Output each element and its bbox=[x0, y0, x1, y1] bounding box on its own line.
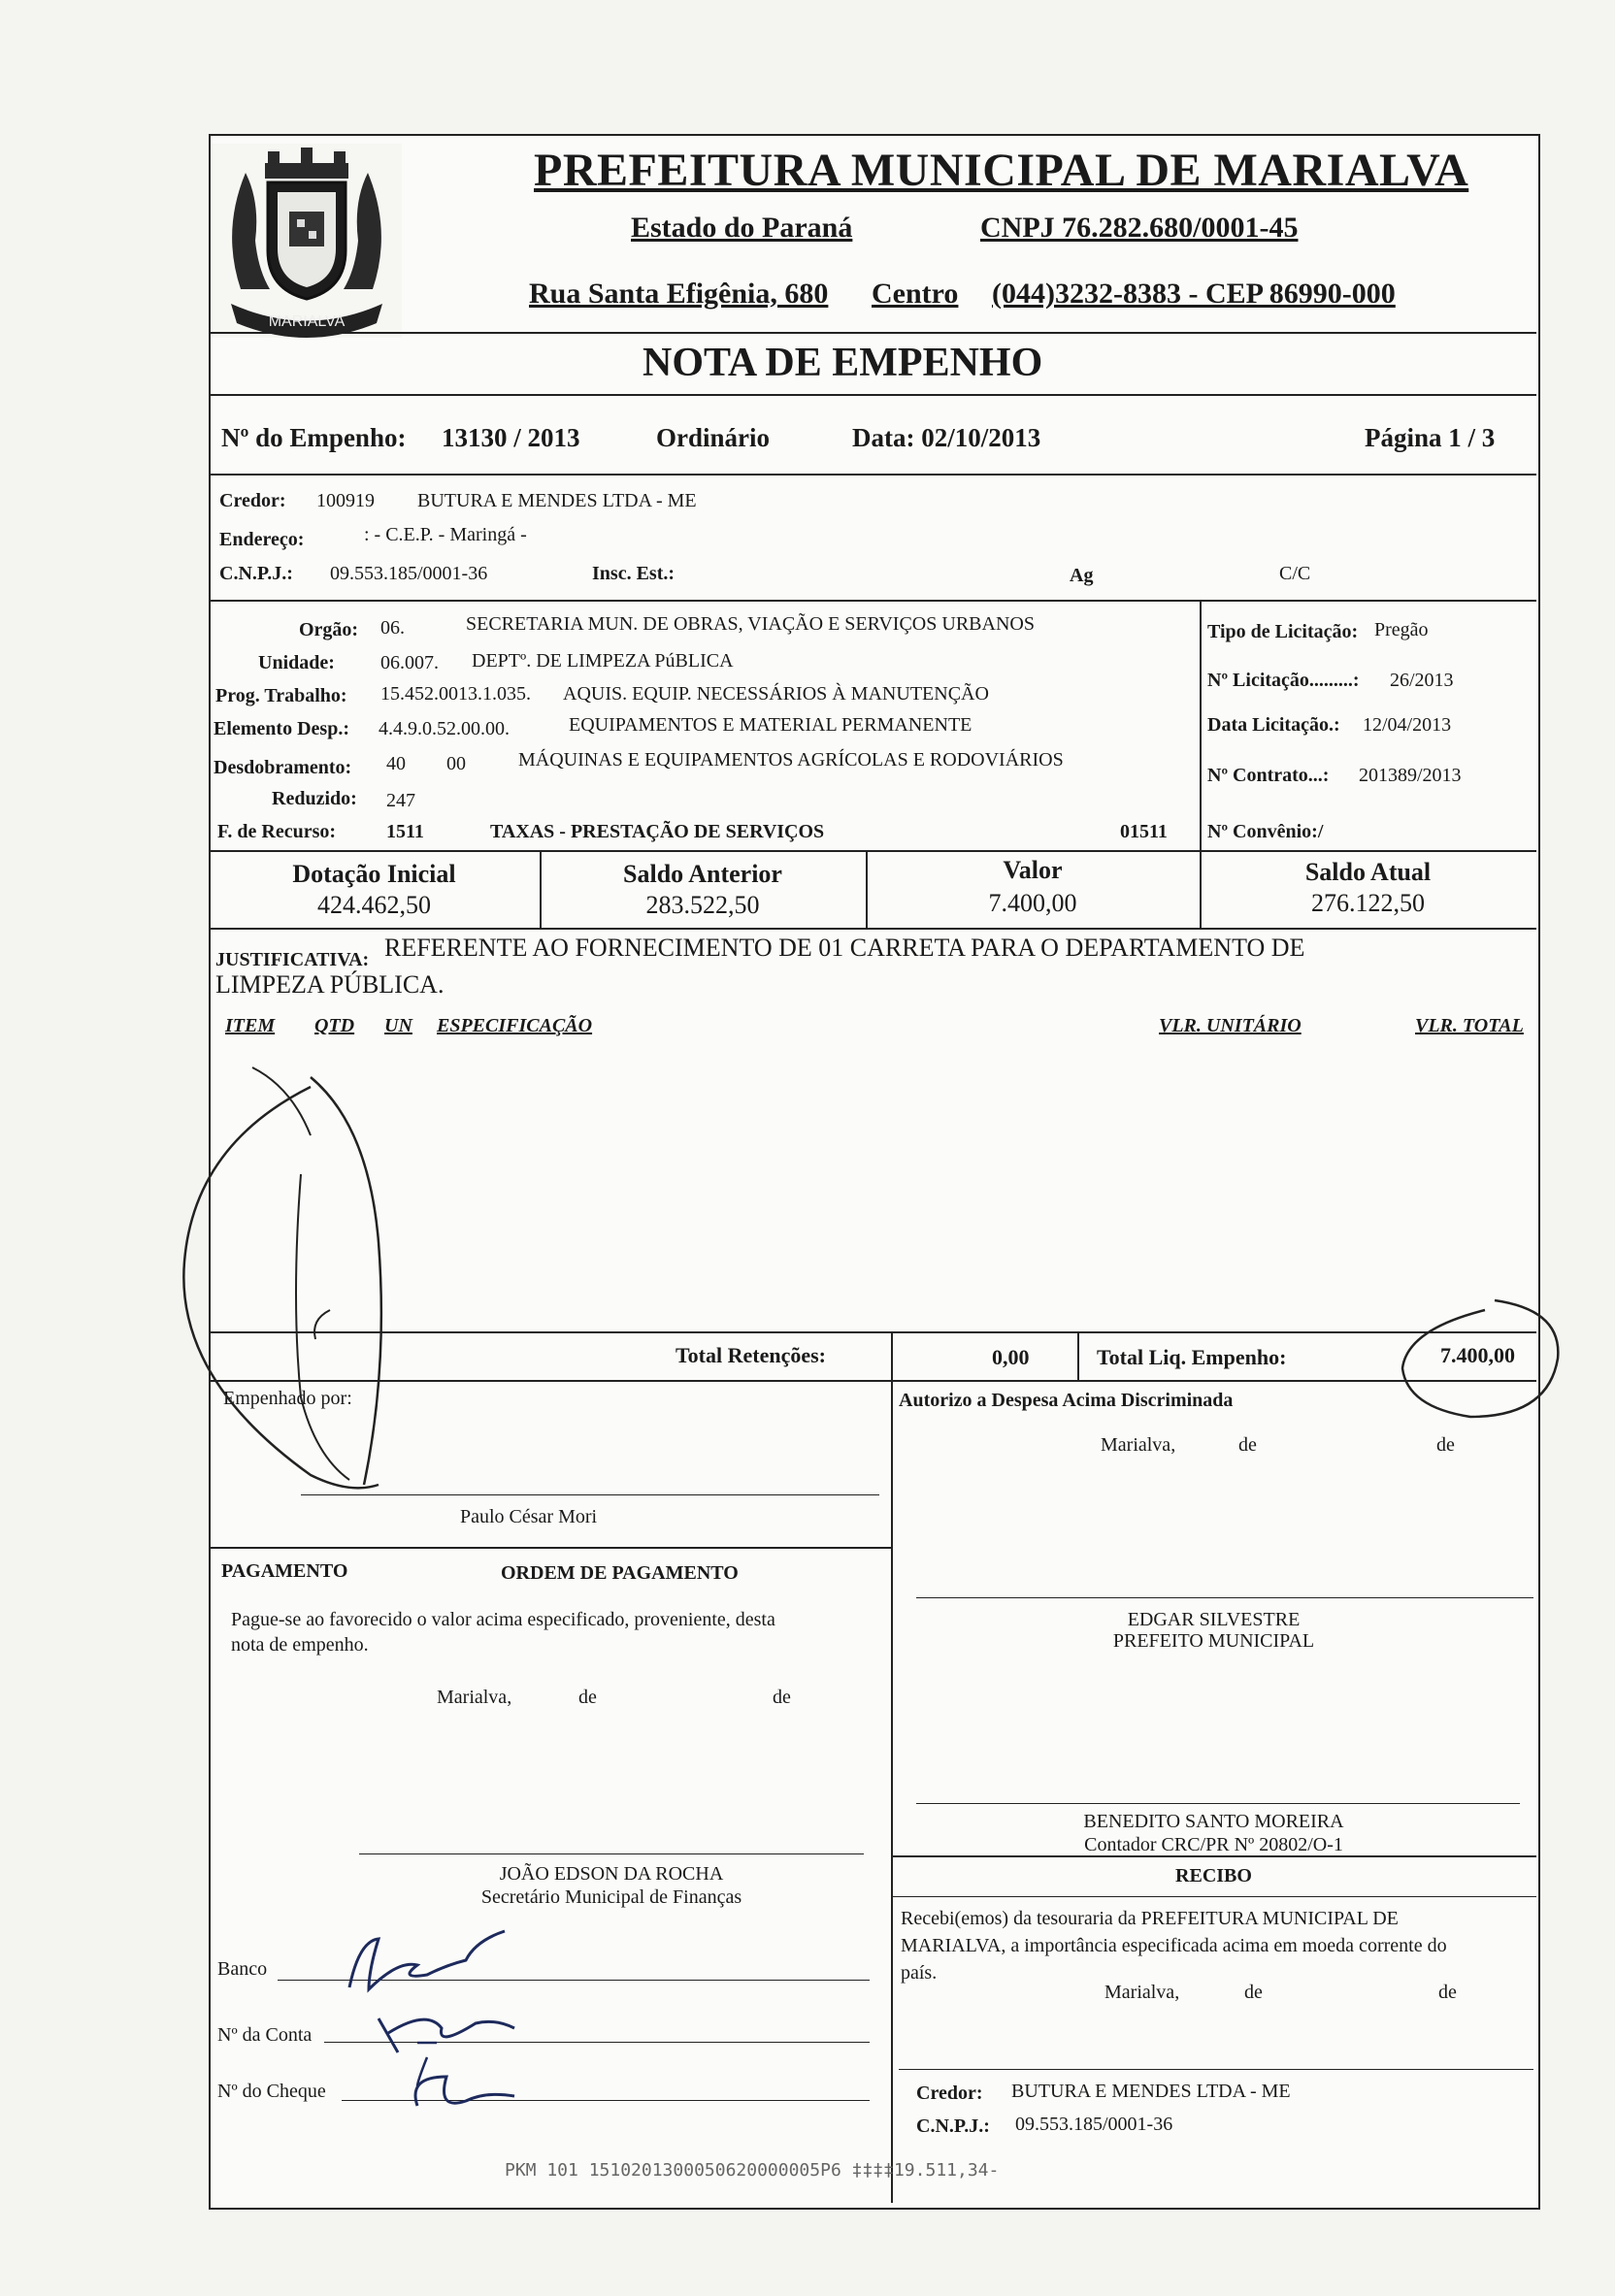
licitacao-data-label: Data Licitação.: bbox=[1207, 714, 1340, 736]
secretario-name: JOÃO EDSON DA ROCHA bbox=[499, 1863, 724, 1885]
recurso-name: TAXAS - PRESTAÇÃO DE SERVIÇOS bbox=[490, 821, 825, 842]
desdobramento-code2: 00 bbox=[446, 753, 466, 774]
ordem-pagamento-label: ORDEM DE PAGAMENTO bbox=[501, 1562, 739, 1584]
contrato-number: 201389/2013 bbox=[1359, 765, 1462, 786]
empenho-number: 13130 / 2013 bbox=[442, 423, 580, 452]
licitacao-num: 26/2013 bbox=[1390, 670, 1454, 691]
recurso-label: F. de Recurso: bbox=[217, 821, 337, 842]
insc-est-label: Insc. Est.: bbox=[592, 563, 676, 584]
desdobramento-label: Desdobramento: bbox=[214, 757, 352, 778]
phone-cep-label: (044)3232-8383 - CEP 86990-000 bbox=[992, 278, 1396, 310]
empenho-number-label: Nº do Empenho: bbox=[221, 423, 407, 452]
total-retencoes-label: Total Retenções: bbox=[676, 1343, 826, 1367]
credor-cnpj: 09.553.185/0001-36 bbox=[330, 563, 488, 584]
ag-label: Ag bbox=[1070, 565, 1094, 586]
pagamento-text-1: Pague-se ao favorecido o valor acima especificado, proveniente, desta bbox=[231, 1609, 775, 1630]
elemento-code: 4.4.9.0.52.00.00. bbox=[379, 718, 510, 739]
date-de-2b: de bbox=[773, 1687, 791, 1708]
unidade-name: DEPTº. DE LIMPEZA PúBLICA bbox=[472, 650, 734, 672]
banco-label: Banco bbox=[217, 1958, 268, 1980]
justificativa-label: JUSTIFICATIVA: bbox=[215, 949, 370, 970]
date-de-3b: de bbox=[1438, 1982, 1457, 2003]
unidade-code: 06.007. bbox=[380, 652, 439, 673]
handwritten-signature-icon bbox=[330, 1921, 524, 2135]
total-retencoes-value: 0,00 bbox=[992, 1345, 1030, 1369]
district-label: Centro bbox=[872, 278, 959, 310]
col-especificacao: ESPECIFICAÇÃO bbox=[437, 1015, 593, 1036]
svg-text:MARIALVA: MARIALVA bbox=[268, 313, 346, 330]
cheque-label: Nº do Cheque bbox=[217, 2081, 326, 2102]
footer-code: PKM 101 1510201300050620000005P6 ‡‡‡‡19.511,34- bbox=[505, 2160, 1000, 2181]
recibo-line-2: MARIALVA, a importância especificada acima em moeda corrente do bbox=[901, 1935, 1447, 1956]
total-liq-label: Total Liq. Empenho: bbox=[1097, 1345, 1287, 1369]
date-de-1a: de bbox=[1238, 1434, 1257, 1456]
page-number: Página 1 / 3 bbox=[1365, 423, 1496, 452]
elemento-name: EQUIPAMENTOS E MATERIAL PERMANENTE bbox=[569, 714, 972, 736]
recibo-credor-label: Credor: bbox=[916, 2083, 983, 2104]
licitacao-tipo-label: Tipo de Licitação: bbox=[1207, 621, 1359, 642]
date-de-3a: de bbox=[1244, 1982, 1263, 2003]
orgao-name: SECRETARIA MUN. DE OBRAS, VIAÇÃO E SERVIÇOS URBANOS bbox=[466, 613, 1035, 635]
dotacao-inicial-label: Dotação Inicial bbox=[292, 860, 456, 888]
justificativa-line2: LIMPEZA PÚBLICA. bbox=[215, 970, 445, 999]
marialva-date-1: Marialva, bbox=[1101, 1434, 1176, 1456]
saldo-atual-label: Saldo Atual bbox=[1304, 858, 1432, 886]
licitacao-tipo: Pregão bbox=[1374, 619, 1429, 640]
desdobramento-name: MÁQUINAS E EQUIPAMENTOS AGRÍCOLAS E RODOVIÁRIOS bbox=[518, 749, 1064, 771]
col-qtd: QTD bbox=[314, 1015, 355, 1036]
date-de-1b: de bbox=[1436, 1434, 1455, 1456]
recibo-line-1: Recebi(emos) da tesouraria da PREFEITURA MUNICIPAL DE bbox=[901, 1908, 1399, 1929]
prog-name: AQUIS. EQUIP. NECESSÁRIOS À MANUTENÇÃO bbox=[563, 683, 989, 705]
empenho-type: Ordinário bbox=[656, 423, 771, 452]
licitacao-num-label: Nº Licitação.........: bbox=[1207, 670, 1360, 691]
state-label: Estado do Paraná bbox=[631, 212, 853, 244]
secretario-role: Secretário Municipal de Finanças bbox=[480, 1886, 742, 1908]
cc-label: C/C bbox=[1279, 563, 1311, 584]
reduzido-label: Reduzido: bbox=[272, 788, 357, 809]
marialva-date-3: Marialva, bbox=[1104, 1982, 1180, 2003]
recibo-line-3: país. bbox=[901, 1962, 938, 1984]
recibo-cnpj: 09.553.185/0001-36 bbox=[1015, 2114, 1173, 2135]
total-liq-value: 7.400,00 bbox=[1440, 1343, 1515, 1367]
recibo-credor: BUTURA E MENDES LTDA - ME bbox=[1011, 2081, 1291, 2102]
saldo-atual-value: 276.122,50 bbox=[1311, 889, 1425, 917]
contador-role: Contador CRC/PR Nº 20802/O-1 bbox=[1084, 1834, 1343, 1855]
orgao-label: Orgão: bbox=[299, 619, 359, 640]
address-label: Rua Santa Efigênia, 680 bbox=[529, 278, 829, 310]
licitacao-data: 12/04/2013 bbox=[1363, 714, 1452, 736]
desdobramento-code1: 40 bbox=[386, 753, 406, 774]
marialva-date-2: Marialva, bbox=[437, 1687, 512, 1708]
handwritten-scribble-icon bbox=[155, 1048, 699, 1591]
valor-label: Valor bbox=[1003, 856, 1063, 884]
autorizo-label: Autorizo a Despesa Acima Discriminada bbox=[899, 1390, 1234, 1411]
empenhado-name: Paulo César Mori bbox=[460, 1506, 598, 1527]
pagamento-label: PAGAMENTO bbox=[221, 1560, 348, 1582]
recibo-title: RECIBO bbox=[1175, 1865, 1252, 1886]
reduzido-code: 247 bbox=[386, 790, 415, 811]
empenhado-label: Empenhado por: bbox=[223, 1388, 352, 1409]
recurso-code2: 01511 bbox=[1120, 821, 1168, 842]
credor-name: BUTURA E MENDES LTDA - ME bbox=[417, 490, 697, 511]
col-vlr-total: VLR. TOTAL bbox=[1415, 1015, 1524, 1036]
prog-label: Prog. Trabalho: bbox=[215, 685, 347, 706]
doc-title: NOTA DE EMPENHO bbox=[643, 341, 1043, 385]
saldo-anterior-value: 283.522,50 bbox=[645, 891, 760, 919]
contrato-label: Nº Contrato...: bbox=[1207, 765, 1330, 786]
col-item: ITEM bbox=[225, 1015, 276, 1036]
saldo-anterior-label: Saldo Anterior bbox=[623, 860, 782, 888]
conta-label: Nº da Conta bbox=[217, 2024, 313, 2046]
page-title: PREFEITURA MUNICIPAL DE MARIALVA bbox=[534, 145, 1469, 196]
prefeito-role: PREFEITO MUNICIPAL bbox=[1112, 1630, 1315, 1652]
credor-address-label: Endereço: bbox=[219, 529, 305, 550]
credor-label: Credor: bbox=[219, 490, 286, 511]
prog-code: 15.452.0013.1.035. bbox=[380, 683, 531, 705]
handwritten-circle-icon bbox=[1378, 1291, 1572, 1427]
recibo-cnpj-label: C.N.P.J.: bbox=[916, 2116, 990, 2137]
valor-value: 7.400,00 bbox=[988, 889, 1077, 917]
justificativa-line1: REFERENTE AO FORNECIMENTO DE 01 CARRETA PARA O DEPARTAMENTO DE bbox=[384, 934, 1305, 962]
prefeito-name: EDGAR SILVESTRE bbox=[1127, 1609, 1301, 1630]
recurso-code: 1511 bbox=[386, 821, 424, 842]
pagamento-text-2: nota de empenho. bbox=[231, 1634, 369, 1656]
credor-address: : - C.E.P. - Maringá - bbox=[364, 524, 527, 545]
empenho-date: Data: 02/10/2013 bbox=[852, 423, 1041, 452]
cnpj-field-label: C.N.P.J.: bbox=[219, 563, 293, 584]
orgao-code: 06. bbox=[380, 617, 405, 639]
contador-name: BENEDITO SANTO MOREIRA bbox=[1083, 1811, 1344, 1832]
elemento-label: Elemento Desp.: bbox=[214, 718, 349, 739]
cnpj-label: CNPJ 76.282.680/0001-45 bbox=[980, 212, 1299, 244]
date-de-2a: de bbox=[578, 1687, 597, 1708]
credor-code: 100919 bbox=[316, 490, 375, 511]
col-un: UN bbox=[384, 1015, 412, 1036]
unidade-label: Unidade: bbox=[258, 652, 335, 673]
dotacao-inicial-value: 424.462,50 bbox=[317, 891, 431, 919]
convenio-label: Nº Convênio:/ bbox=[1207, 821, 1324, 842]
municipal-crest-icon bbox=[212, 144, 402, 338]
col-vlr-unitario: VLR. UNITÁRIO bbox=[1159, 1015, 1302, 1036]
